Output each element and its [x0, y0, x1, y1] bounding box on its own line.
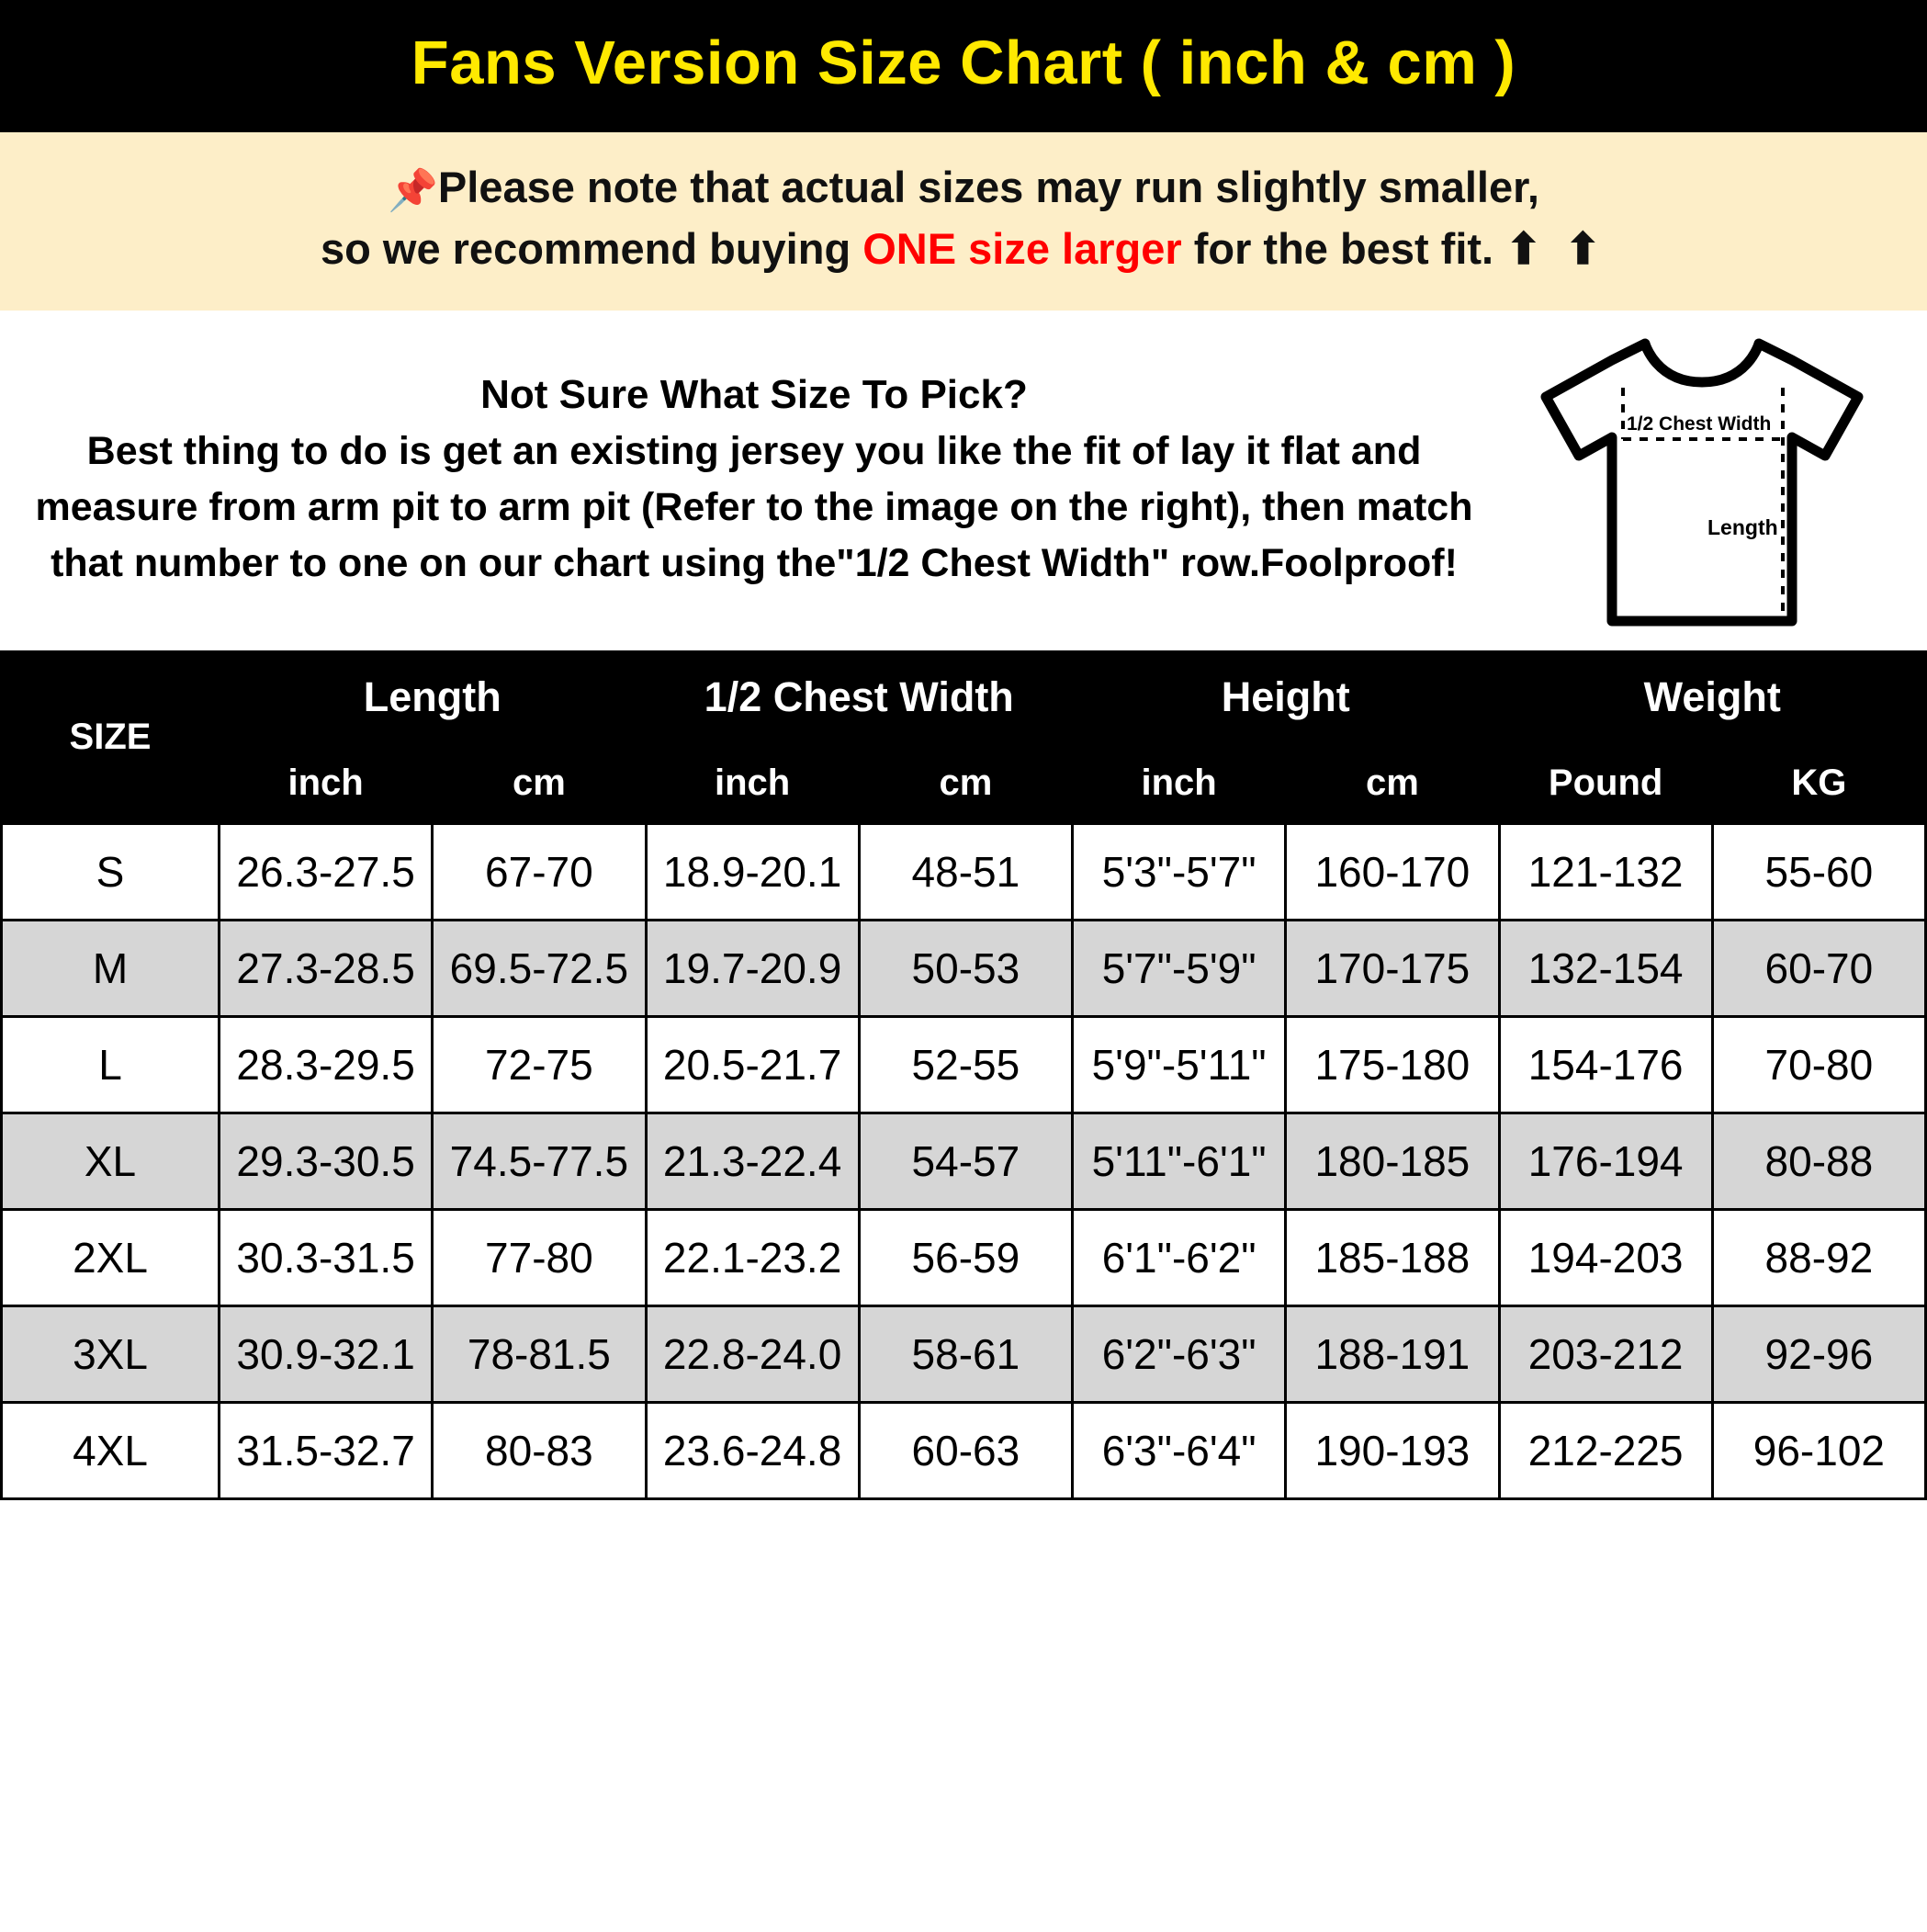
table-head	[2, 651, 1926, 823]
advice-heading: Not Sure What Size To Pick?	[480, 372, 1028, 418]
table-row	[2, 920, 1926, 1016]
cell-height-cm: 180-185	[1286, 1113, 1499, 1209]
unit-header-chest-cm: cm	[859, 742, 1072, 823]
cell-weight-pound: 154-176	[1499, 1016, 1712, 1113]
note-text-2-after: for the best fit.	[1181, 224, 1494, 274]
cell-size: 2XL	[2, 1209, 220, 1305]
note-line-2	[37, 220, 1890, 279]
unit-header-chest-inch: inch	[646, 742, 859, 823]
cell-size: M	[2, 920, 220, 1016]
advice-text	[0, 372, 1504, 592]
cell-length-cm: 74.5-77.5	[433, 1113, 646, 1209]
tshirt-diagram	[1504, 331, 1927, 634]
cell-weight-pound: 176-194	[1499, 1113, 1712, 1209]
tshirt-icon	[1527, 331, 1876, 634]
cell-weight-pound: 194-203	[1499, 1209, 1712, 1305]
cell-length-cm: 77-80	[433, 1209, 646, 1305]
note-line-1	[37, 158, 1890, 220]
cell-size: 4XL	[2, 1402, 220, 1498]
cell-length-cm: 78-81.5	[433, 1305, 646, 1402]
advice-section	[0, 311, 1927, 650]
cell-weight-pound: 203-212	[1499, 1305, 1712, 1402]
cell-chest-inch: 23.6-24.8	[646, 1402, 859, 1498]
cell-chest-cm: 56-59	[859, 1209, 1072, 1305]
cell-height-cm: 175-180	[1286, 1016, 1499, 1113]
cell-chest-inch: 22.8-24.0	[646, 1305, 859, 1402]
page-title: Fans Version Size Chart ( inch & cm )	[411, 28, 1516, 97]
cell-height-inch: 5'3"-5'7"	[1073, 823, 1286, 920]
cell-chest-inch: 20.5-21.7	[646, 1016, 859, 1113]
cell-length-inch: 29.3-30.5	[220, 1113, 433, 1209]
cell-height-cm: 170-175	[1286, 920, 1499, 1016]
cell-height-cm: 185-188	[1286, 1209, 1499, 1305]
column-group-length: Length	[220, 651, 647, 742]
table-row	[2, 823, 1926, 920]
note-text-2-before: so we recommend buying	[320, 224, 863, 274]
table-row	[2, 1209, 1926, 1305]
cell-weight-pound: 212-225	[1499, 1402, 1712, 1498]
cell-chest-inch: 19.7-20.9	[646, 920, 859, 1016]
cell-chest-inch: 18.9-20.1	[646, 823, 859, 920]
table-group-row	[2, 651, 1926, 742]
cell-weight-kg: 96-102	[1712, 1402, 1925, 1498]
cell-weight-kg: 60-70	[1712, 920, 1925, 1016]
table-body	[2, 823, 1926, 1498]
cell-length-inch: 28.3-29.5	[220, 1016, 433, 1113]
column-group-weight: Weight	[1499, 651, 1926, 742]
unit-header-length-cm: cm	[433, 742, 646, 823]
cell-length-inch: 30.9-32.1	[220, 1305, 433, 1402]
unit-header-weight-kg: KG	[1712, 742, 1925, 823]
length-label: Length	[1707, 514, 1778, 539]
table-row	[2, 1305, 1926, 1402]
cell-height-cm: 160-170	[1286, 823, 1499, 920]
cell-length-cm: 69.5-72.5	[433, 920, 646, 1016]
cell-height-inch: 5'11"-6'1"	[1073, 1113, 1286, 1209]
title-bar	[0, 0, 1927, 132]
note-band	[0, 132, 1927, 311]
cell-weight-kg: 80-88	[1712, 1113, 1925, 1209]
cell-size: 3XL	[2, 1305, 220, 1402]
column-group-height: Height	[1073, 651, 1500, 742]
cell-weight-pound: 121-132	[1499, 823, 1712, 920]
cell-length-inch: 31.5-32.7	[220, 1402, 433, 1498]
cell-length-inch: 27.3-28.5	[220, 920, 433, 1016]
cell-chest-cm: 52-55	[859, 1016, 1072, 1113]
cell-chest-cm: 48-51	[859, 823, 1072, 920]
chest-width-label: 1/2 Chest Width	[1627, 412, 1772, 435]
unit-header-length-inch: inch	[220, 742, 433, 823]
note-text-1: Please note that actual sizes may run slightly smaller,	[437, 163, 1539, 212]
cell-chest-inch: 21.3-22.4	[646, 1113, 859, 1209]
cell-weight-kg: 88-92	[1712, 1209, 1925, 1305]
cell-size: XL	[2, 1113, 220, 1209]
table-row	[2, 1113, 1926, 1209]
cell-length-cm: 80-83	[433, 1402, 646, 1498]
cell-length-cm: 67-70	[433, 823, 646, 920]
table-unit-row	[2, 742, 1926, 823]
cell-height-cm: 188-191	[1286, 1305, 1499, 1402]
pushpin-icon: 📌	[388, 168, 438, 214]
unit-header-height-inch: inch	[1073, 742, 1286, 823]
cell-height-inch: 5'9"-5'11"	[1073, 1016, 1286, 1113]
cell-chest-cm: 54-57	[859, 1113, 1072, 1209]
table-row	[2, 1016, 1926, 1113]
cell-chest-cm: 58-61	[859, 1305, 1072, 1402]
up-arrows-icon: ⬆ ⬆	[1505, 224, 1606, 274]
cell-size: L	[2, 1016, 220, 1113]
unit-header-weight-pound: Pound	[1499, 742, 1712, 823]
cell-height-cm: 190-193	[1286, 1402, 1499, 1498]
cell-chest-cm: 50-53	[859, 920, 1072, 1016]
cell-weight-kg: 70-80	[1712, 1016, 1925, 1113]
cell-height-inch: 5'7"-5'9"	[1073, 920, 1286, 1016]
size-table	[0, 650, 1927, 1500]
column-header-size: SIZE	[2, 651, 220, 823]
cell-size: S	[2, 823, 220, 920]
advice-body: Best thing to do is get an existing jersey you like the fit of lay it flat and measure from arm pit to arm pit (Refer to the image on the right), then match that number to one on our chart using the"1/2 Chest Width" row.Foolproof!	[35, 429, 1473, 586]
cell-height-inch: 6'1"-6'2"	[1073, 1209, 1286, 1305]
cell-height-inch: 6'3"-6'4"	[1073, 1402, 1286, 1498]
column-group-chest-width: 1/2 Chest Width	[646, 651, 1073, 742]
cell-length-inch: 30.3-31.5	[220, 1209, 433, 1305]
cell-chest-inch: 22.1-23.2	[646, 1209, 859, 1305]
cell-weight-kg: 92-96	[1712, 1305, 1925, 1402]
cell-weight-pound: 132-154	[1499, 920, 1712, 1016]
cell-weight-kg: 55-60	[1712, 823, 1925, 920]
cell-length-inch: 26.3-27.5	[220, 823, 433, 920]
cell-height-inch: 6'2"-6'3"	[1073, 1305, 1286, 1402]
table-row	[2, 1402, 1926, 1498]
unit-header-height-cm: cm	[1286, 742, 1499, 823]
note-highlight: ONE size larger	[862, 224, 1182, 274]
cell-length-cm: 72-75	[433, 1016, 646, 1113]
cell-chest-cm: 60-63	[859, 1402, 1072, 1498]
